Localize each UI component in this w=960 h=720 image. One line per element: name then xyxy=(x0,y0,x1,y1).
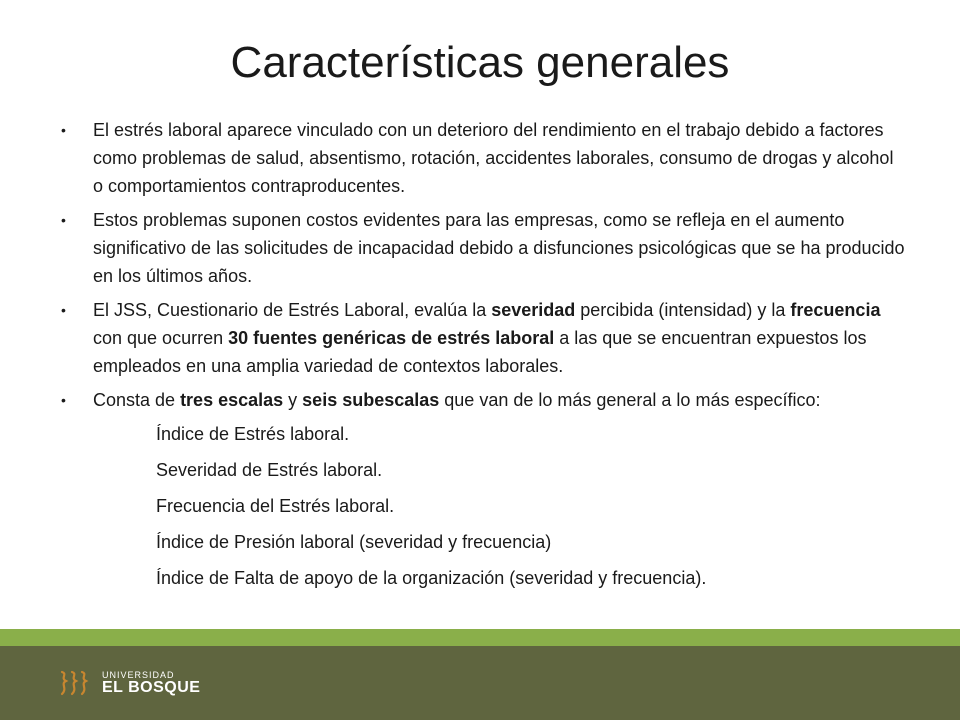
bullet-marker-icon: • xyxy=(61,302,66,318)
bullet-item xyxy=(56,386,906,414)
bullet-bold-text: 30 fuentes genéricas de estrés laboral xyxy=(228,328,555,348)
footer-accent-band xyxy=(0,629,960,646)
bullet-text: que van de lo más general a lo más específico: xyxy=(439,390,821,410)
bullet-text: con que ocurren xyxy=(93,328,229,348)
subscale-item: Índice de Estrés laboral. xyxy=(156,424,350,444)
slide-content xyxy=(56,116,906,600)
university-logo xyxy=(58,668,200,698)
bullet-text: a las que se encuentran expuestos los empleados en una amplia variedad de contextos laborales. xyxy=(93,328,867,376)
bullet-bold-text: severidad xyxy=(491,300,576,320)
bullet-text: El estrés laboral aparece vinculado con un deterioro del rendimiento en el trabajo debido a factores como problemas de salud, absentismo, rotación, accidentes laborales, consumo de drogas y alcohol o comportamientos contraproducentes. xyxy=(93,120,894,196)
bullet-marker-icon: • xyxy=(61,392,66,408)
subscale-item: Índice de Presión laboral (severidad y frecuencia) xyxy=(156,532,552,552)
logo-name-label: EL BOSQUE xyxy=(102,678,201,696)
bullet-bold-text: frecuencia xyxy=(790,300,881,320)
bullet-text: y xyxy=(283,390,303,410)
bullet-item xyxy=(56,296,906,380)
bullet-text: percibida (intensidad) y la xyxy=(575,300,791,320)
subscale-list xyxy=(56,420,906,592)
el-bosque-emblem-icon xyxy=(58,668,98,698)
subscale-item: Frecuencia del Estrés laboral. xyxy=(156,496,395,516)
bullet-item xyxy=(56,206,906,290)
logo-text xyxy=(102,671,200,696)
bullet-bold-text: tres escalas xyxy=(180,390,284,410)
subscale-item: Índice de Falta de apoyo de la organización (severidad y frecuencia). xyxy=(156,568,707,588)
bullet-text: Consta de xyxy=(93,390,181,410)
slide-title: Características generales xyxy=(230,38,730,87)
bullet-marker-icon: • xyxy=(61,122,66,138)
bullet-marker-icon: • xyxy=(61,212,66,228)
bullet-text: El JSS, Cuestionario de Estrés Laboral, evalúa la xyxy=(93,300,492,320)
bullet-list xyxy=(56,116,906,414)
bullet-bold-text: seis subescalas xyxy=(302,390,440,410)
subscale-item: Severidad de Estrés laboral. xyxy=(156,460,383,480)
bullet-text: Estos problemas suponen costos evidentes para las empresas, como se refleja en el aumento significativo de las solicitudes de incapacidad debido a disfunciones psicológicas que se ha producido en los últimos años. xyxy=(93,210,905,286)
bullet-item xyxy=(56,116,906,200)
logo-university-label: UNIVERSIDAD xyxy=(102,669,175,680)
